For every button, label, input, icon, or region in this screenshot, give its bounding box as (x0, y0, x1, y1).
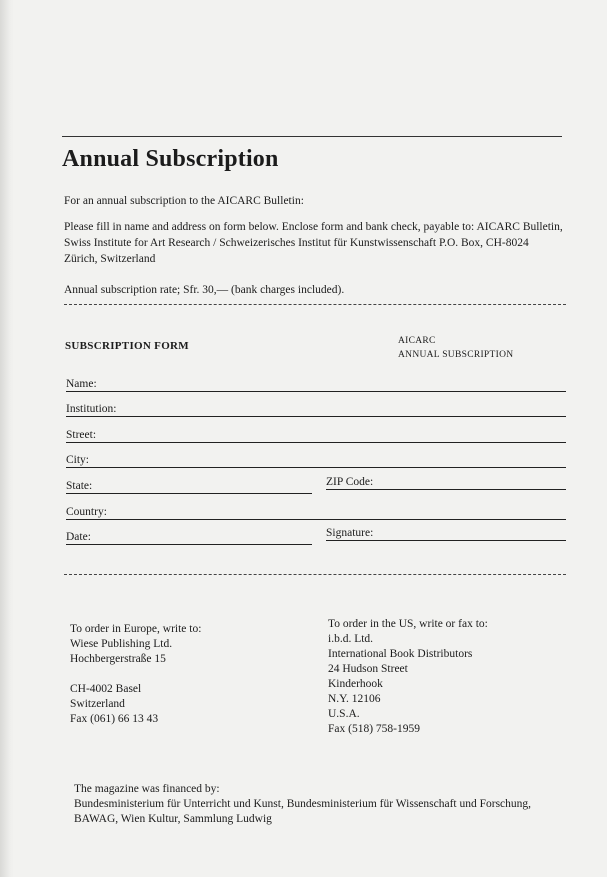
financing-block (74, 782, 584, 827)
us-order-block (328, 617, 488, 737)
us-line: International Book Distributors (328, 648, 473, 660)
date-label: Date: (66, 531, 91, 543)
instructions (64, 219, 563, 267)
instructions-line: Zürich, Switzerland (64, 253, 156, 265)
us-line: i.b.d. Ltd. (328, 633, 374, 645)
country-label: Country: (66, 506, 107, 518)
country-field[interactable] (66, 505, 566, 520)
street-label: Street: (66, 429, 97, 441)
us-line: N.Y. 12106 (328, 693, 381, 705)
zip-label: ZIP Code: (326, 476, 374, 488)
us-line: Kinderhook (328, 678, 383, 690)
form-header-line: AICARC (398, 336, 436, 346)
europe-line: Wiese Publishing Ltd. (70, 638, 173, 650)
form-title: SUBSCRIPTION FORM (65, 340, 189, 352)
europe-line: Hochbergerstraße 15 (70, 653, 166, 665)
intro-text: For an annual subscription to the AICARC Bulletin: (64, 195, 304, 207)
date-field[interactable] (66, 530, 312, 545)
institution-field[interactable] (66, 402, 566, 417)
europe-heading: To order in Europe, write to: (70, 623, 202, 635)
us-heading: To order in the US, write or fax to: (328, 618, 488, 630)
city-field[interactable] (66, 453, 566, 468)
state-label: State: (66, 480, 93, 492)
city-label: City: (66, 454, 90, 466)
financing-line: Bundesministerium für Unterricht und Kunst, Bundesministerium für Wissenschaft und Forschung, (74, 798, 532, 810)
form-header-right (398, 334, 513, 362)
europe-line: Switzerland (70, 698, 125, 710)
us-line: U.S.A. (328, 708, 360, 720)
financing-line: BAWAG, Wien Kultur, Sammlung Ludwig (74, 813, 272, 825)
us-line: Fax (518) 758-1959 (328, 723, 420, 735)
cut-line-bottom (64, 574, 566, 575)
us-line: 24 Hudson Street (328, 663, 408, 675)
page-title: Annual Subscription (62, 146, 279, 172)
state-field[interactable] (66, 479, 312, 494)
instructions-line: Please fill in name and address on form below. Enclose form and bank check, payable to: AICARC Bulletin, (64, 221, 563, 233)
europe-line: CH-4002 Basel (70, 683, 142, 695)
europe-order-block (70, 622, 201, 727)
name-label: Name: (66, 378, 97, 390)
institution-label: Institution: (66, 403, 117, 415)
cut-line-top (64, 304, 566, 305)
signature-field[interactable] (326, 526, 566, 541)
zip-field[interactable] (326, 475, 566, 490)
street-field[interactable] (66, 428, 566, 443)
top-rule (62, 136, 562, 137)
name-field[interactable] (66, 377, 566, 392)
signature-label: Signature: (326, 527, 374, 539)
europe-line: Fax (061) 66 13 43 (70, 713, 159, 725)
rate-text: Annual subscription rate; Sfr. 30,— (bank charges included). (64, 284, 345, 296)
page-fold-shadow (0, 0, 14, 877)
europe-line-spacer (70, 667, 201, 682)
instructions-line: Swiss Institute for Art Research / Schweizerisches Institut für Kunstwissenschaft P.O. Box, CH-8024 (64, 237, 529, 249)
financing-heading: The magazine was financed by: (74, 783, 220, 795)
form-header-line: ANNUAL SUBSCRIPTION (398, 350, 514, 360)
